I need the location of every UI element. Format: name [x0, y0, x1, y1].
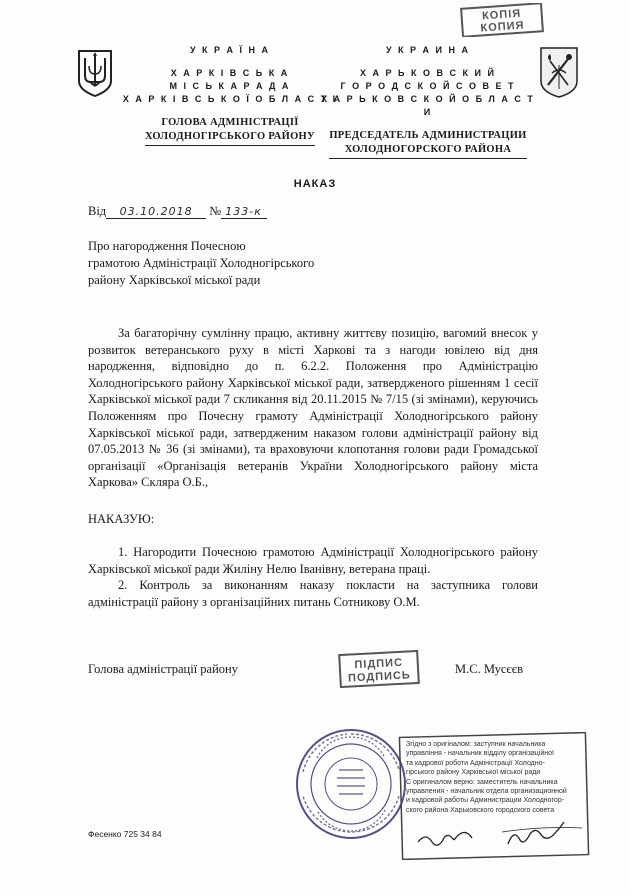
order-item-1: 1. Нагородити Почесною грамотою Адміністрації Холодногірського району Харківської міської ради Жиліну Нелю Іванівну, ветерана праці.: [88, 545, 538, 576]
header-org-ua-1: Х А Р К І В С Ь К А: [170, 68, 290, 78]
subject-line-2: грамотою Адміністрації Холодногірського: [88, 256, 315, 270]
header-org-ua-3: Х А Р К І В С Ь К О Ї О Б Л А С Т І: [122, 94, 338, 104]
cert-line: и кадровой работы Администрации Холодногор-: [406, 797, 565, 805]
executor-phone: Фесенко 725 34 84: [88, 829, 162, 839]
signature-stamp-line2: ПОДПИСЬ: [347, 669, 412, 685]
order-item-2: 2. Контроль за виконанням наказу покласти на заступника голови адміністрації району з організаційних питань Сотникову О.М.: [88, 578, 538, 609]
header-org-ru-1: Х А Р Ь К О В С К И Й: [360, 68, 496, 78]
cert-line: С оригиналом верно: заместитель начальника: [406, 778, 558, 786]
header-head-ua: [145, 116, 315, 146]
cert-line: та кадрової роботи Адміністрації Холодно-: [406, 759, 545, 767]
order-subject: [88, 238, 388, 289]
cert-line: управления - начальник отдела организационной: [406, 788, 567, 796]
header-head-ru-2: ХОЛОДНОГОРСКОГО РАЙОНА: [344, 144, 512, 155]
kharkiv-emblem-icon: [538, 45, 580, 99]
header-org-ua-2: М І С Ь К А Р А Д А: [169, 81, 291, 91]
header-org-ru-2: Г О Р О Д С К О Й С О В Е Т: [340, 81, 516, 91]
header-head-ru-1: ПРЕДСЕДАТЕЛЬ АДМИНИСТРАЦИИ: [329, 130, 527, 141]
number-label: №: [209, 204, 222, 218]
signatory-position: Голова адміністрації району: [88, 662, 238, 676]
document-title: НАКАЗ: [293, 178, 337, 190]
header-country-ru: У К Р А И Н А: [385, 45, 471, 55]
copy-stamp: [458, 3, 546, 37]
subject-line-1: Про нагородження Почесною: [88, 239, 246, 253]
header-russian: [318, 44, 538, 159]
signature-stamp-line1: ПІДПИС: [354, 656, 404, 672]
cert-line: управління - начальник відділу організаційної: [406, 750, 554, 758]
date-from-label: Від: [88, 204, 107, 218]
cert-line: ского района Харьковского городского совета: [406, 806, 555, 814]
order-word: НАКАЗУЮ:: [88, 512, 155, 526]
official-round-seal: [293, 726, 409, 842]
header-org-ru-3: Х А Р Ь К О В С К О Й О Б Л А С Т И: [321, 94, 535, 117]
handwritten-number: 133-к: [221, 205, 267, 219]
preamble-paragraph: За багаторічну сумлінну працю, активну життєву позицію, вагомий внесок у розвиток ветеранського руху в місті Харкові та з нагоди ювілею від дня народження, відповідно до п. 6.2.2. Положення про Адміністрацію Холодногірського району Харківської міської ради, затвердженого рішенням 1 сесії Харківської міської ради 7 скликання від 20.11.2015 № 7/15 (зі змінами), керуючись Положенням про Почесну грамоту Адміністрації Холодногірського району Харківської міської ради, затвердженим наказом голови адміністрації району від 07.05.2013 № 36 (зі змінами), та враховуючи клопотання голови ради Громадської організації «Організація ветеранів України Холодногірського району міста Харкова» Скляра О.Б.,: [88, 326, 538, 490]
cert-line: гірського району Харківської міської ради: [406, 769, 541, 777]
order-items: [88, 544, 538, 610]
signatory-name: М.С. Мусєєв: [455, 662, 524, 676]
certification-stamp: [398, 732, 590, 860]
date-number-line: [88, 204, 267, 219]
header-head-ru: [329, 129, 526, 159]
certification-text: [398, 732, 590, 815]
handwritten-date: 03.10.2018: [106, 205, 206, 219]
cert-line: Згідно з оригіналом: заступник начальника: [406, 741, 546, 748]
signature-stamp: [336, 650, 422, 688]
ukraine-coat-of-arms-icon: [76, 48, 114, 98]
copy-stamp-line2: КОПИЯ: [480, 19, 525, 35]
header-country-ua: У К Р А Ї Н А: [189, 45, 271, 55]
copy-stamp-line1: КОПІЯ: [481, 7, 522, 23]
header-head-ua-1: ГОЛОВА АДМІНІСТРАЦІЇ: [161, 117, 299, 128]
subject-line-3: району Харківської міської ради: [88, 273, 261, 287]
header-ukrainian: [120, 44, 340, 146]
header-head-ua-2: ХОЛОДНОГІРСЬКОГО РАЙОНУ: [144, 131, 316, 142]
